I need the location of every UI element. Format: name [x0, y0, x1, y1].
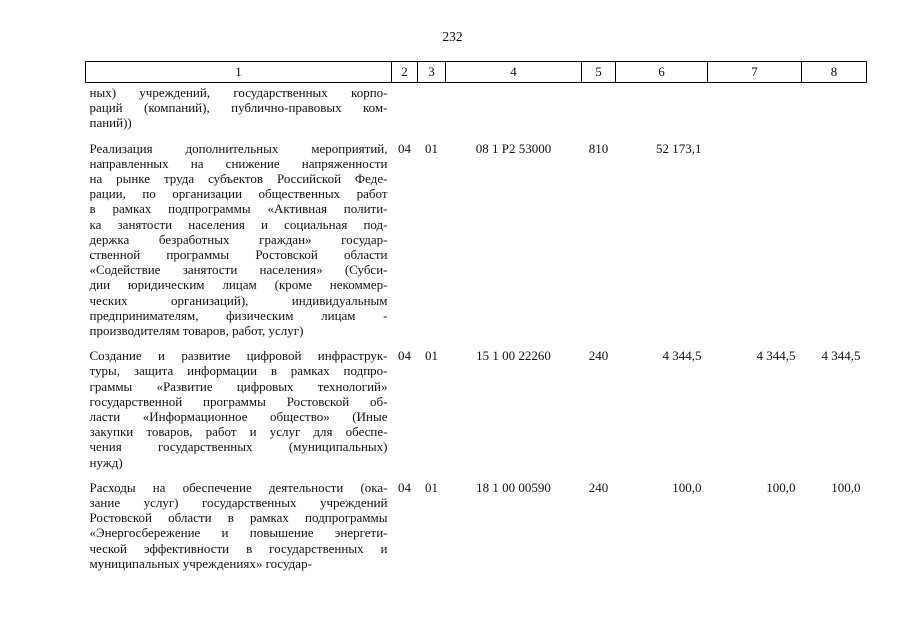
column-header: 1: [86, 62, 392, 83]
row-cell-c4: [446, 83, 582, 131]
description-line: «Энергосбережение и повышение энергети-: [89, 525, 388, 541]
row-cell-c5: 810: [588, 140, 609, 156]
row-cell-c4: 08 1 P2 53000: [475, 140, 552, 156]
row-cell-c4: 15 1 00 22260: [476, 348, 551, 364]
page-number: 232: [442, 29, 463, 44]
row-spacer: [86, 338, 867, 346]
description-line: зание услуг) государственных учреждений: [89, 495, 388, 511]
description-line: ческой эффективности в государственных и: [89, 540, 388, 556]
row-cell-c3: 01: [425, 348, 438, 364]
row-cell-c5: 240: [588, 479, 609, 495]
column-header: 2: [392, 62, 418, 83]
header-row: [86, 62, 867, 83]
description-line: ственной программы Ростовской области: [89, 247, 388, 263]
row-cell-c2: 04: [398, 479, 411, 495]
description-line: Расходы на обеспечение деятельности (ока-: [89, 479, 388, 495]
description-line: предпринимателям, физическим лицам -: [89, 307, 388, 323]
row-description: [86, 83, 392, 131]
description-line: ческих организаций), индивидуальным: [89, 292, 388, 308]
description-line: паний)): [89, 115, 132, 131]
column-header: 6: [616, 62, 708, 83]
description-line: Реализация дополнительных мероприятий,: [89, 140, 388, 156]
table-row: [86, 139, 867, 339]
description-line: муниципальных учреждениях» государ-: [89, 555, 312, 571]
row-cell-c6: [616, 83, 708, 131]
description-line: ка занятости населения и социальная под-: [89, 216, 388, 232]
row-cell-c7: 100,0: [766, 479, 796, 495]
row-cell-c7: 4 344,5: [756, 348, 796, 364]
description-line: на рынке труда субъектов Российской Феде-: [89, 171, 388, 187]
description-line: направленных на снижение напряженности: [89, 155, 388, 171]
description-line: производителям товаров, работ, услуг): [89, 323, 304, 339]
row-cell-c8: 100,0: [831, 479, 861, 495]
table-row: [86, 346, 867, 470]
row-spacer-cell: [86, 470, 867, 478]
description-line: туры, защита информации в рамках подпро-: [89, 363, 388, 379]
description-line: государственной программы Ростовской об-: [89, 393, 388, 409]
row-spacer: [86, 131, 867, 139]
row-cell-c3: 01: [425, 479, 438, 495]
description-line: в рамках подпрограммы «Активная полити-: [89, 201, 388, 217]
row-cell-c7: [708, 83, 802, 131]
description-line: ных) учреждений, государственных корпо-: [89, 85, 388, 100]
column-header: 5: [582, 62, 616, 83]
budget-table: [85, 61, 867, 571]
row-cell-c2: 04: [398, 140, 411, 156]
row-cell-c5: 240: [588, 348, 609, 364]
description-line: раций (компаний), публично-правовых ком-: [89, 100, 388, 116]
column-header: 8: [802, 62, 867, 83]
row-cell-c2: [392, 83, 418, 131]
column-header: 3: [418, 62, 446, 83]
row-cell-c3: 01: [425, 140, 438, 156]
row-cell-c5: [582, 83, 616, 131]
table-row: [86, 478, 867, 571]
row-cell-c6: 4 344,5: [662, 348, 702, 364]
description-line: граммы «Развитие цифровых технологий»: [89, 378, 388, 394]
row-description: [86, 478, 392, 571]
row-spacer-cell: [86, 338, 867, 346]
description-line: держка безработных граждан» государ-: [89, 231, 388, 247]
row-cell-c7: [708, 139, 802, 339]
column-header: 4: [446, 62, 582, 83]
table-row: [86, 83, 867, 131]
column-header: 7: [708, 62, 802, 83]
row-cell-c4: 18 1 00 00590: [476, 479, 551, 495]
description-line: чения государственных (муниципальных): [89, 439, 388, 455]
row-cell-c6: 100,0: [672, 479, 702, 495]
description-line: «Содействие занятости населения» (Субси-: [89, 262, 388, 278]
row-cell-c6: 52 173,1: [656, 140, 702, 156]
row-cell-c8: 4 344,5: [821, 348, 861, 364]
description-line: нужд): [89, 454, 123, 470]
row-cell-c8: [802, 139, 867, 339]
description-line: ласти «Информационное общество» (Иные: [89, 409, 388, 425]
description-line: закупки товаров, работ и услуг для обеспе-: [89, 424, 388, 440]
row-cell-c8: [802, 83, 867, 131]
row-description: [86, 346, 392, 470]
row-cell-c3: [418, 83, 446, 131]
row-cell-c2: 04: [398, 348, 411, 364]
row-spacer-cell: [86, 131, 867, 139]
row-spacer: [86, 470, 867, 478]
row-description: [86, 139, 392, 339]
description-line: дии юридическим лицам (кроме некоммер-: [89, 277, 388, 293]
description-line: Создание и развитие цифровой инфраструк-: [89, 348, 388, 364]
description-line: рации, по организации общественных работ: [89, 186, 388, 202]
description-line: Ростовской области в рамках подпрограммы: [89, 510, 388, 526]
